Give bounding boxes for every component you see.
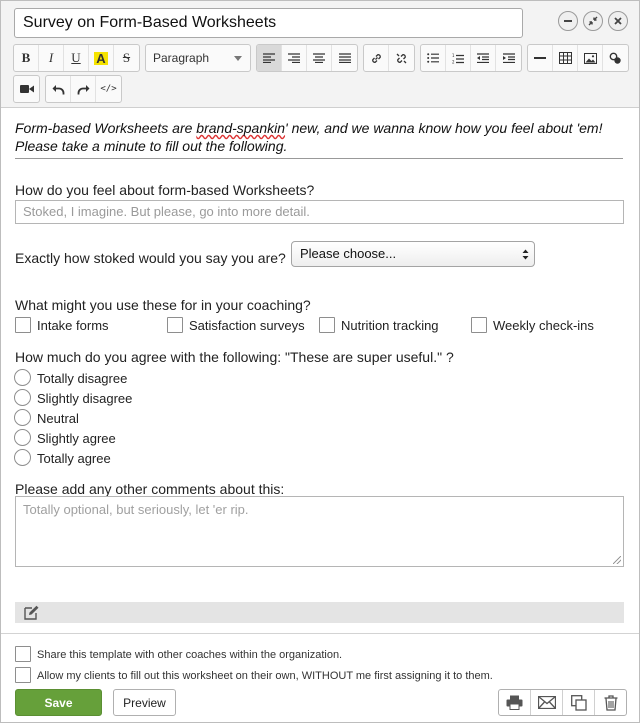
q4-radio-totally-disagree[interactable]: [14, 369, 31, 386]
strikethrough-button[interactable]: S: [122, 50, 131, 65]
collapse-icon[interactable]: [583, 11, 603, 31]
q3-checkbox-intake[interactable]: [15, 317, 31, 333]
q4-radio-neutral[interactable]: [14, 409, 31, 426]
image-icon[interactable]: [578, 45, 603, 71]
close-icon[interactable]: [608, 11, 628, 31]
outdent-icon[interactable]: [471, 45, 496, 71]
q4-option-label: Slightly agree: [37, 431, 116, 446]
bold-button[interactable]: B: [14, 45, 39, 71]
link-group: [363, 44, 415, 72]
q3-checkbox-satisfaction[interactable]: [167, 317, 183, 333]
q4-radio-slightly-disagree[interactable]: [14, 389, 31, 406]
intro-text: Form-based Worksheets are brand-spankin' new, and we wanna know how you feel about 'em! Please take a minute to fill out the following.: [15, 120, 603, 154]
bulleted-list-icon[interactable]: [421, 45, 446, 71]
q1-label: How do you feel about form-based Worksheets?: [15, 182, 315, 198]
allow-clients-checkbox[interactable]: [15, 667, 31, 683]
email-icon[interactable]: [531, 690, 563, 715]
q3-option-label: Nutrition tracking: [341, 318, 439, 333]
align-center-icon[interactable]: [307, 45, 332, 71]
q3-checkbox-weekly[interactable]: [471, 317, 487, 333]
duplicate-icon[interactable]: [563, 690, 595, 715]
highlight-button[interactable]: A: [89, 45, 114, 71]
save-button[interactable]: Save: [15, 689, 102, 716]
q3-option-label: Satisfaction surveys: [189, 318, 305, 333]
allow-clients-label: Allow my clients to fill out this worksheet on their own, WITHOUT me first assigning it to them.: [37, 670, 493, 682]
q4-option-label: Neutral: [37, 411, 79, 426]
resize-handle[interactable]: [613, 556, 621, 564]
indent-icon[interactable]: [496, 45, 521, 71]
q4-radio-slightly-agree[interactable]: [14, 429, 31, 446]
paragraph-format-label: Paragraph: [153, 51, 210, 65]
q4-radio-totally-agree[interactable]: [14, 449, 31, 466]
editor-status-bar: [15, 602, 624, 623]
text-style-group: [13, 44, 140, 72]
numbered-list-icon[interactable]: [446, 45, 471, 71]
editor-header: [1, 1, 639, 108]
list-group: [420, 44, 522, 72]
q4-option-label: Totally disagree: [37, 371, 128, 386]
select-arrows-icon: [522, 249, 529, 260]
justify-icon[interactable]: [332, 45, 357, 71]
align-left-icon[interactable]: [257, 45, 282, 71]
media-group: [13, 75, 40, 103]
q4-option-label: Slightly disagree: [37, 391, 133, 406]
horizontal-rule-icon[interactable]: [528, 45, 553, 71]
footer-divider: [1, 633, 639, 634]
q5-comments-textarea[interactable]: [15, 496, 624, 567]
share-template-label: Share this template with other coaches within the organization.: [37, 649, 343, 661]
link-icon[interactable]: [364, 45, 389, 71]
q3-option-label: Intake forms: [37, 318, 109, 333]
print-icon[interactable]: [499, 690, 531, 715]
trash-icon[interactable]: [595, 690, 626, 715]
toolbar-row-2: [13, 75, 127, 103]
align-right-icon[interactable]: [282, 45, 307, 71]
dropdown-arrow-icon: [234, 56, 242, 61]
q2-select-value: Please choose...: [300, 246, 397, 261]
minimize-icon[interactable]: [558, 11, 578, 31]
redo-icon[interactable]: [71, 76, 96, 102]
undo-icon[interactable]: [46, 76, 71, 102]
unlink-icon[interactable]: [389, 45, 414, 71]
q2-label: Exactly how stoked would you say you are?: [15, 250, 286, 266]
svg-text:1: 1: [452, 52, 455, 58]
insert-group: [527, 44, 629, 72]
q5-label: Please add any other comments about this:: [15, 481, 285, 497]
q2-select[interactable]: [291, 241, 535, 267]
share-template-checkbox[interactable]: [15, 646, 31, 662]
video-icon[interactable]: [14, 76, 39, 102]
alignment-group: [256, 44, 358, 72]
title-input[interactable]: Survey on Form-Based Worksheets: [14, 8, 523, 38]
intro-divider: [15, 158, 623, 159]
worksheet-actions: [498, 689, 627, 716]
table-icon[interactable]: [553, 45, 578, 71]
q3-label: What might you use these for in your coaching?: [15, 297, 311, 313]
underline-button[interactable]: U: [64, 45, 89, 71]
edit-icon[interactable]: [24, 605, 40, 620]
q5-placeholder: Totally optional, but seriously, let 'er rip.: [23, 502, 249, 517]
history-group: [45, 75, 122, 103]
q1-text-input[interactable]: [15, 200, 624, 224]
q4-label: How much do you agree with the following: "These are super useful." ?: [15, 349, 454, 365]
preview-button[interactable]: Preview: [113, 689, 176, 716]
q3-option-label: Weekly check-ins: [493, 318, 594, 333]
q4-option-label: Totally agree: [37, 451, 111, 466]
q3-checkbox-nutrition[interactable]: [319, 317, 335, 333]
code-icon[interactable]: </>: [100, 84, 117, 94]
svg-text:2: 2: [452, 59, 455, 64]
toolbar-row-1: [13, 44, 634, 72]
paragraph-format-select[interactable]: [145, 44, 251, 72]
embed-icon[interactable]: [603, 45, 628, 71]
q1-placeholder: Stoked, I imagine. But please, go into more detail.: [23, 204, 310, 219]
italic-button[interactable]: I: [39, 45, 64, 71]
